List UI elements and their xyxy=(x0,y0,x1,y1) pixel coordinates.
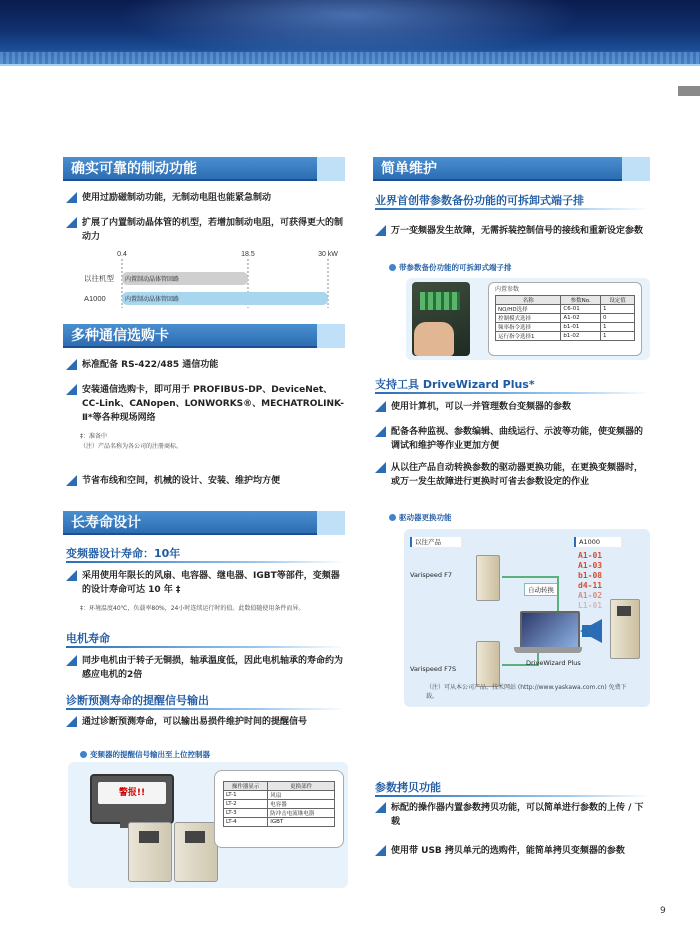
table-row xyxy=(496,305,635,314)
bullet-maint-2 xyxy=(375,400,650,414)
bullet-text: 标准配备 RS-422/485 通信功能 xyxy=(82,360,219,370)
table-cell: 1 xyxy=(601,332,635,341)
comm-note-2: （注）产品名称为各公司的注册商标。 xyxy=(80,443,183,450)
inverter-1 xyxy=(128,822,172,882)
terminal-caption xyxy=(389,262,512,273)
bullet-triangle-icon xyxy=(66,192,77,203)
section-title: 确实可靠的制动功能 xyxy=(71,161,197,177)
bullet-copy-2 xyxy=(375,844,650,858)
old-product-label: 以往产品 xyxy=(410,537,461,547)
bullet-braking-1 xyxy=(66,191,346,205)
table-row xyxy=(496,323,635,332)
table-cell: C6-01 xyxy=(561,305,601,314)
banner-line xyxy=(0,64,700,66)
table-header-cell: 名称 xyxy=(496,296,561,305)
bullet-text: 使用过励磁制动功能，无制动电阻也能紧急制动 xyxy=(82,193,272,203)
heading-tail xyxy=(317,511,345,535)
param-codes xyxy=(578,551,602,611)
table-cell: 电容器 xyxy=(268,800,335,809)
bullet-triangle-icon xyxy=(375,401,386,412)
bullet-triangle-icon xyxy=(66,655,77,666)
bullet-comm-3 xyxy=(66,474,346,488)
subheading-drivewizard: 支持工具 DriveWizard Plus* xyxy=(375,378,535,391)
subheading-underline xyxy=(66,708,346,710)
replace-caption xyxy=(389,512,452,523)
inverter-f7-label: Varispeed F7 xyxy=(410,571,452,579)
inverter-f7 xyxy=(476,555,500,601)
table-cell: 1 xyxy=(601,305,635,314)
table-cell: IGBT xyxy=(268,818,335,827)
table-cell: A1-02 xyxy=(561,314,601,323)
bullet-triangle-icon xyxy=(375,225,386,236)
table-cell: b1-01 xyxy=(561,323,601,332)
download-note: （注）可从本公司产品、技术网站 (http://www.yaskawa.com.cn) 免费下载。 xyxy=(426,684,627,700)
section-heading-life xyxy=(63,511,345,535)
row-label: 以往机型 xyxy=(84,274,114,283)
bullet-triangle-icon xyxy=(375,845,386,856)
bullet-text: 万一变频器发生故障，无需拆装控制信号的接线和重新设定参数 xyxy=(391,226,644,236)
table-cell: LT-4 xyxy=(224,818,268,827)
caption-text: 变频器的提醒信号输出至上位控制器 xyxy=(90,750,210,759)
bullet-triangle-icon xyxy=(375,426,386,437)
comm-note-1: ‡：准备中 xyxy=(80,433,108,440)
bullet-life-3 xyxy=(66,715,346,729)
table-cell: LT-3 xyxy=(224,809,268,818)
bullet-text: 使用带 USB 拷贝单元的选购件，能简单拷贝变频器的参数 xyxy=(391,846,625,856)
hand-shape xyxy=(414,322,454,356)
table-header-cell: 操作器显示 xyxy=(224,782,268,791)
param-table-title: 内置参数 xyxy=(495,286,520,293)
table-cell: LT-2 xyxy=(224,800,268,809)
life-note: ‡：环境温度40℃，负载率80%，24小时连续运行时的值。此数值随使用条件而异。 xyxy=(80,605,305,612)
inverter-f7s-label: Varispeed F7S xyxy=(410,665,457,673)
bullet-text: 从以往产品自动转换参数的驱动器更换功能，在更换变频器时，或万一发生故障进行更换时可省去参数设定的作业 xyxy=(391,463,644,487)
bullet-maint-1 xyxy=(375,224,650,238)
param-table xyxy=(495,295,635,341)
banner-glow xyxy=(120,0,580,60)
drivewizard-label: DriveWizard Plus xyxy=(526,659,581,667)
inverter-panel xyxy=(185,831,205,843)
code: b1-08 xyxy=(578,571,603,580)
page-number: 9 xyxy=(660,906,666,916)
header-banner xyxy=(0,0,700,66)
bullet-text: 采用使用年限长的风扇、电容器、继电器、IGBT等部件，变频器的设计寿命可达 10 年 ‡ xyxy=(82,571,340,595)
table-cell: 频率指令选择 xyxy=(496,323,561,332)
table-header-cell: 参数No. xyxy=(561,296,601,305)
subheading-alarm-signal: 诊断预测寿命的提醒信号输出 xyxy=(66,694,209,707)
section-title: 多种通信选购卡 xyxy=(71,328,169,344)
code: A1-01 xyxy=(578,551,603,560)
bar-text: 内置制动晶体管回路 xyxy=(125,297,180,303)
heading-tail xyxy=(317,157,345,181)
subheading-param-copy: 参数拷贝功能 xyxy=(375,781,441,794)
table-cell: 防冲击电流继电器 xyxy=(268,809,335,818)
bullet-text: 配备各种监视、参数编辑、曲线运行、示波等功能，使变频器的调试和维护等作业更加方便 xyxy=(391,427,644,451)
terminal-block-photo xyxy=(412,282,470,356)
inverter-a1000 xyxy=(610,599,640,659)
caption-dot-icon xyxy=(389,264,396,271)
code: L1-01 xyxy=(578,601,603,610)
code: d4-11 xyxy=(578,581,603,590)
table-cell: 1 xyxy=(601,323,635,332)
inverter-panel xyxy=(617,606,631,616)
bullet-text: 标配的操作器内置参数拷贝功能，可以简单进行参数的上传 / 下载 xyxy=(391,803,644,827)
laptop-screen xyxy=(520,611,580,651)
caption-text: 驱动器更换功能 xyxy=(399,513,452,522)
inverter-2 xyxy=(174,822,218,882)
section-title: 长寿命设计 xyxy=(71,515,141,531)
axis-tick-label: 30 kW xyxy=(318,251,338,258)
table-cell: 运行指令选择1 xyxy=(496,332,561,341)
code: A1-02 xyxy=(578,591,603,600)
bullet-text: 扩展了内置制动晶体管的机型，若增加制动电阻，可获得更大的制动力 xyxy=(82,218,344,242)
laptop-base xyxy=(514,647,582,653)
bullet-triangle-icon xyxy=(66,716,77,727)
subheading-underline xyxy=(375,208,650,210)
inverter-f7s xyxy=(476,641,500,687)
subheading-underline xyxy=(66,561,346,563)
bullet-text: 安装通信选购卡，即可用于 PROFIBUS-DP、DeviceNet、CC-Link、CANopen、LONWORKS®、MECHATROLINK-Ⅱ*等各种现场网络 xyxy=(82,385,344,423)
terminal-figure xyxy=(406,278,650,360)
table-row xyxy=(224,818,335,827)
table-row xyxy=(224,800,335,809)
bullet-triangle-icon xyxy=(66,570,77,581)
heading-tail xyxy=(622,157,650,181)
bullet-text: 节省布线和空间，机械的设计、安装、维护均方便 xyxy=(82,476,281,486)
subheading-underline xyxy=(375,795,650,797)
table-row xyxy=(224,791,335,800)
alarm-message: 警报!! xyxy=(98,782,166,804)
table-cell: 0 xyxy=(601,314,635,323)
table-row xyxy=(496,332,635,341)
table-cell: b1-02 xyxy=(561,332,601,341)
lt-table xyxy=(223,781,335,827)
bar-text: 内置制动晶体管回路 xyxy=(125,277,180,283)
bullet-triangle-icon xyxy=(66,475,77,486)
bullet-triangle-icon xyxy=(66,359,77,370)
subheading-inverter-life: 变频器设计寿命：10年 xyxy=(66,547,181,560)
bullet-life-1 xyxy=(66,569,346,597)
subheading-terminal: 业界首创带参数备份功能的可拆卸式端子排 xyxy=(375,194,584,207)
bullet-copy-1 xyxy=(375,801,650,829)
code: A1-03 xyxy=(578,561,603,570)
bullet-maint-3 xyxy=(375,425,650,453)
table-cell: NO/HD选择 xyxy=(496,305,561,314)
terminal-pins xyxy=(420,292,460,310)
axis-tick-label: 18.5 xyxy=(241,251,255,258)
table-cell: 控制模式选择 xyxy=(496,314,561,323)
table-header-cell: 更换部件 xyxy=(268,782,335,791)
axis-tick-label: 0.4 xyxy=(117,251,127,258)
bullet-comm-2 xyxy=(66,383,346,425)
bullet-text: 使用计算机，可以一并管理数台变频器的参数 xyxy=(391,402,572,412)
arrow-body xyxy=(582,625,602,637)
subheading-underline xyxy=(66,646,346,648)
braking-range-chart xyxy=(66,246,346,312)
bullet-maint-4 xyxy=(375,461,650,489)
param-callout xyxy=(488,282,642,356)
bullet-life-2 xyxy=(66,654,346,682)
heading-tail xyxy=(317,324,345,348)
auto-convert-label: 自动转换 xyxy=(524,583,558,596)
new-product-label: A1000 xyxy=(574,537,621,547)
table-header-cell: 设定值 xyxy=(601,296,635,305)
bullet-text: 同步电机由于转子无铜损，轴承温度低，因此电机轴承的寿命约为感应电机的2倍 xyxy=(82,656,344,680)
table-row xyxy=(224,809,335,818)
replace-diagram xyxy=(404,529,650,707)
subheading-motor-life: 电机寿命 xyxy=(66,632,110,645)
bullet-triangle-icon xyxy=(375,462,386,473)
inverter-panel xyxy=(139,831,159,843)
bullet-comm-1 xyxy=(66,358,346,372)
caption-dot-icon xyxy=(389,514,396,521)
subheading-underline xyxy=(375,392,650,394)
caption-dot-icon xyxy=(80,751,87,758)
bullet-triangle-icon xyxy=(66,217,77,228)
row-label: A1000 xyxy=(84,294,106,303)
alarm-diagram xyxy=(68,762,348,888)
table-cell: 风扇 xyxy=(268,791,335,800)
controller-monitor xyxy=(90,774,174,824)
bullet-triangle-icon xyxy=(375,802,386,813)
alarm-caption xyxy=(80,749,210,760)
section-heading-braking xyxy=(63,157,345,181)
bullet-text: 通过诊断预测寿命，可以输出易损件维护时间的提醒信号 xyxy=(82,717,308,727)
section-title: 简单维护 xyxy=(381,161,437,177)
bullet-triangle-icon xyxy=(66,384,77,395)
caption-text: 带参数备份功能的可拆卸式端子排 xyxy=(399,263,512,272)
lt-table-callout xyxy=(214,770,344,848)
table-row xyxy=(496,314,635,323)
side-tab-marker xyxy=(678,86,700,96)
bullet-braking-2 xyxy=(66,216,346,244)
section-heading-maint xyxy=(373,157,650,181)
arrow-path xyxy=(502,577,558,615)
section-heading-comm xyxy=(63,324,345,348)
table-cell: LT-1 xyxy=(224,791,268,800)
